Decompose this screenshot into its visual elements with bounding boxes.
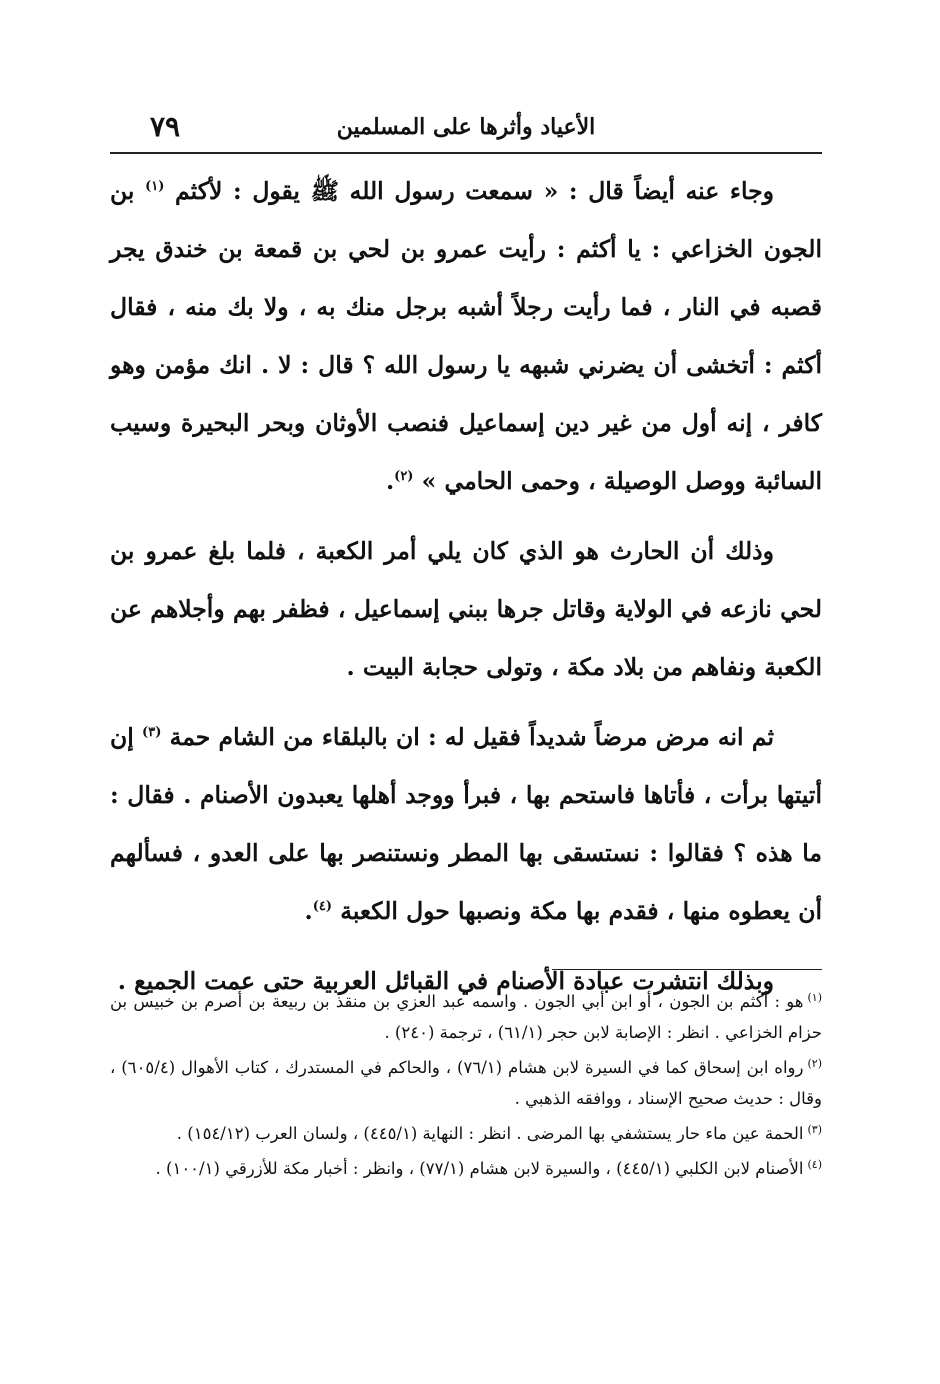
footnote-ref-4: (٤) (312, 899, 333, 915)
text-segment: وبذلك انتشرت عبادة الأصنام في القبائل العربية حتى عمت الجميع . (117, 967, 774, 995)
running-title: الأعياد وأثرها على المسلمين (336, 114, 596, 140)
text-segment: . (304, 897, 313, 925)
main-text (110, 162, 822, 1010)
text-segment: . (385, 467, 395, 495)
footnote-number: (٤) (807, 1157, 822, 1171)
footnote-text: هو : أكثم بن الجون ، أو ابن أبي الجون . واسمه عبد العزي بن منقذ بن ربيعة بن أصرم بن خبيس بن حزام الخزاعي . انظر : الإصابة لابن حجر (٦١/١) ، ترجمة (٢٤٠) . (110, 992, 822, 1042)
footnotes (110, 986, 822, 1188)
footnote-ref-3: (٣) (142, 725, 162, 741)
footnote-3 (110, 1118, 822, 1149)
footnote-text: الحمة عين ماء حار يستشفي بها المرضى . انظر : النهاية (٤٤٥/١) ، ولسان العرب (١٥٤/١٢) . (176, 1124, 804, 1143)
page-number: ٧٩ (150, 110, 181, 143)
text-segment: ثم انه مرض مرضاً شديداً فقيل له : ان بالبلقاء من الشام حمة (169, 723, 775, 751)
page-header (110, 104, 822, 154)
footnote-1 (110, 986, 822, 1048)
text-segment: إن أتيتها برأت ، فأتاها فاستحم بها ، فبرأ ووجد أهلها يعبدون الأصنام . فقال : ما هذه ؟ فقالوا : نستسقى بها المطر ونستنصر بها على العدو ، فسألهم أن يعطوه منها ، فقدم بها مكة ونصبها حول الكعبة (110, 723, 822, 925)
paragraph-hadith (110, 162, 822, 510)
footnote-separator (552, 969, 822, 970)
footnote-ref-2: (٢) (394, 469, 414, 485)
footnote-4 (110, 1153, 822, 1184)
paragraph-harith (110, 522, 822, 696)
text-segment: وذلك أن الحارث هو الذي كان يلي أمر الكعبة ، فلما بلغ عمرو بن لحي نازعه في الولاية وقاتل جرها ببني إسماعيل ، فظفر بهم وأجلاهم عن الكعبة ونفاهم من بلاد مكة ، وتولى حجابة البيت . (110, 537, 822, 681)
footnote-number: (٣) (807, 1122, 822, 1136)
footnote-2 (110, 1052, 822, 1114)
footnote-text: رواه ابن إسحاق كما في السيرة لابن هشام (٧٦/١) ، والحاكم في المستدرك ، كتاب الأهوال (٦٠٥/٤) ، وقال : حديث صحيح الإسناد ، ووافقه الذهبي . (110, 1058, 822, 1108)
footnote-text: الأصنام لابن الكلبي (٤٤٥/١) ، والسيرة لابن هشام (٧٧/١) ، وانظر : أخبار مكة للأزرقي (١٠٠/١) . (155, 1159, 804, 1178)
footnote-ref-1: (١) (145, 179, 165, 195)
footnote-number: (١) (807, 990, 822, 1004)
paragraph-illness (110, 708, 822, 940)
text-segment: وجاء عنه أيضاً قال : « سمعت رسول الله ﷺ يقول : لأكثم (175, 177, 775, 205)
footnote-number: (٢) (807, 1056, 822, 1070)
text-segment: بن الجون الخزاعي : يا أكثم : رأيت عمرو بن لحي بن قمعة بن خندق يجر قصبه في النار ، فما رأيت رجلاً أشبه برجل منك به ، ولا بك منه ، فقال أكثم : أتخشى أن يضرني شبهه يا رسول الله ؟ قال : لا . انك مؤمن وهو كافر ، إنه أول من غير دين إسماعيل فنصب الأوثان وبحر البحيرة وسيب السائبة ووصل الوصيلة ، وحمى الحامي » (110, 177, 822, 495)
